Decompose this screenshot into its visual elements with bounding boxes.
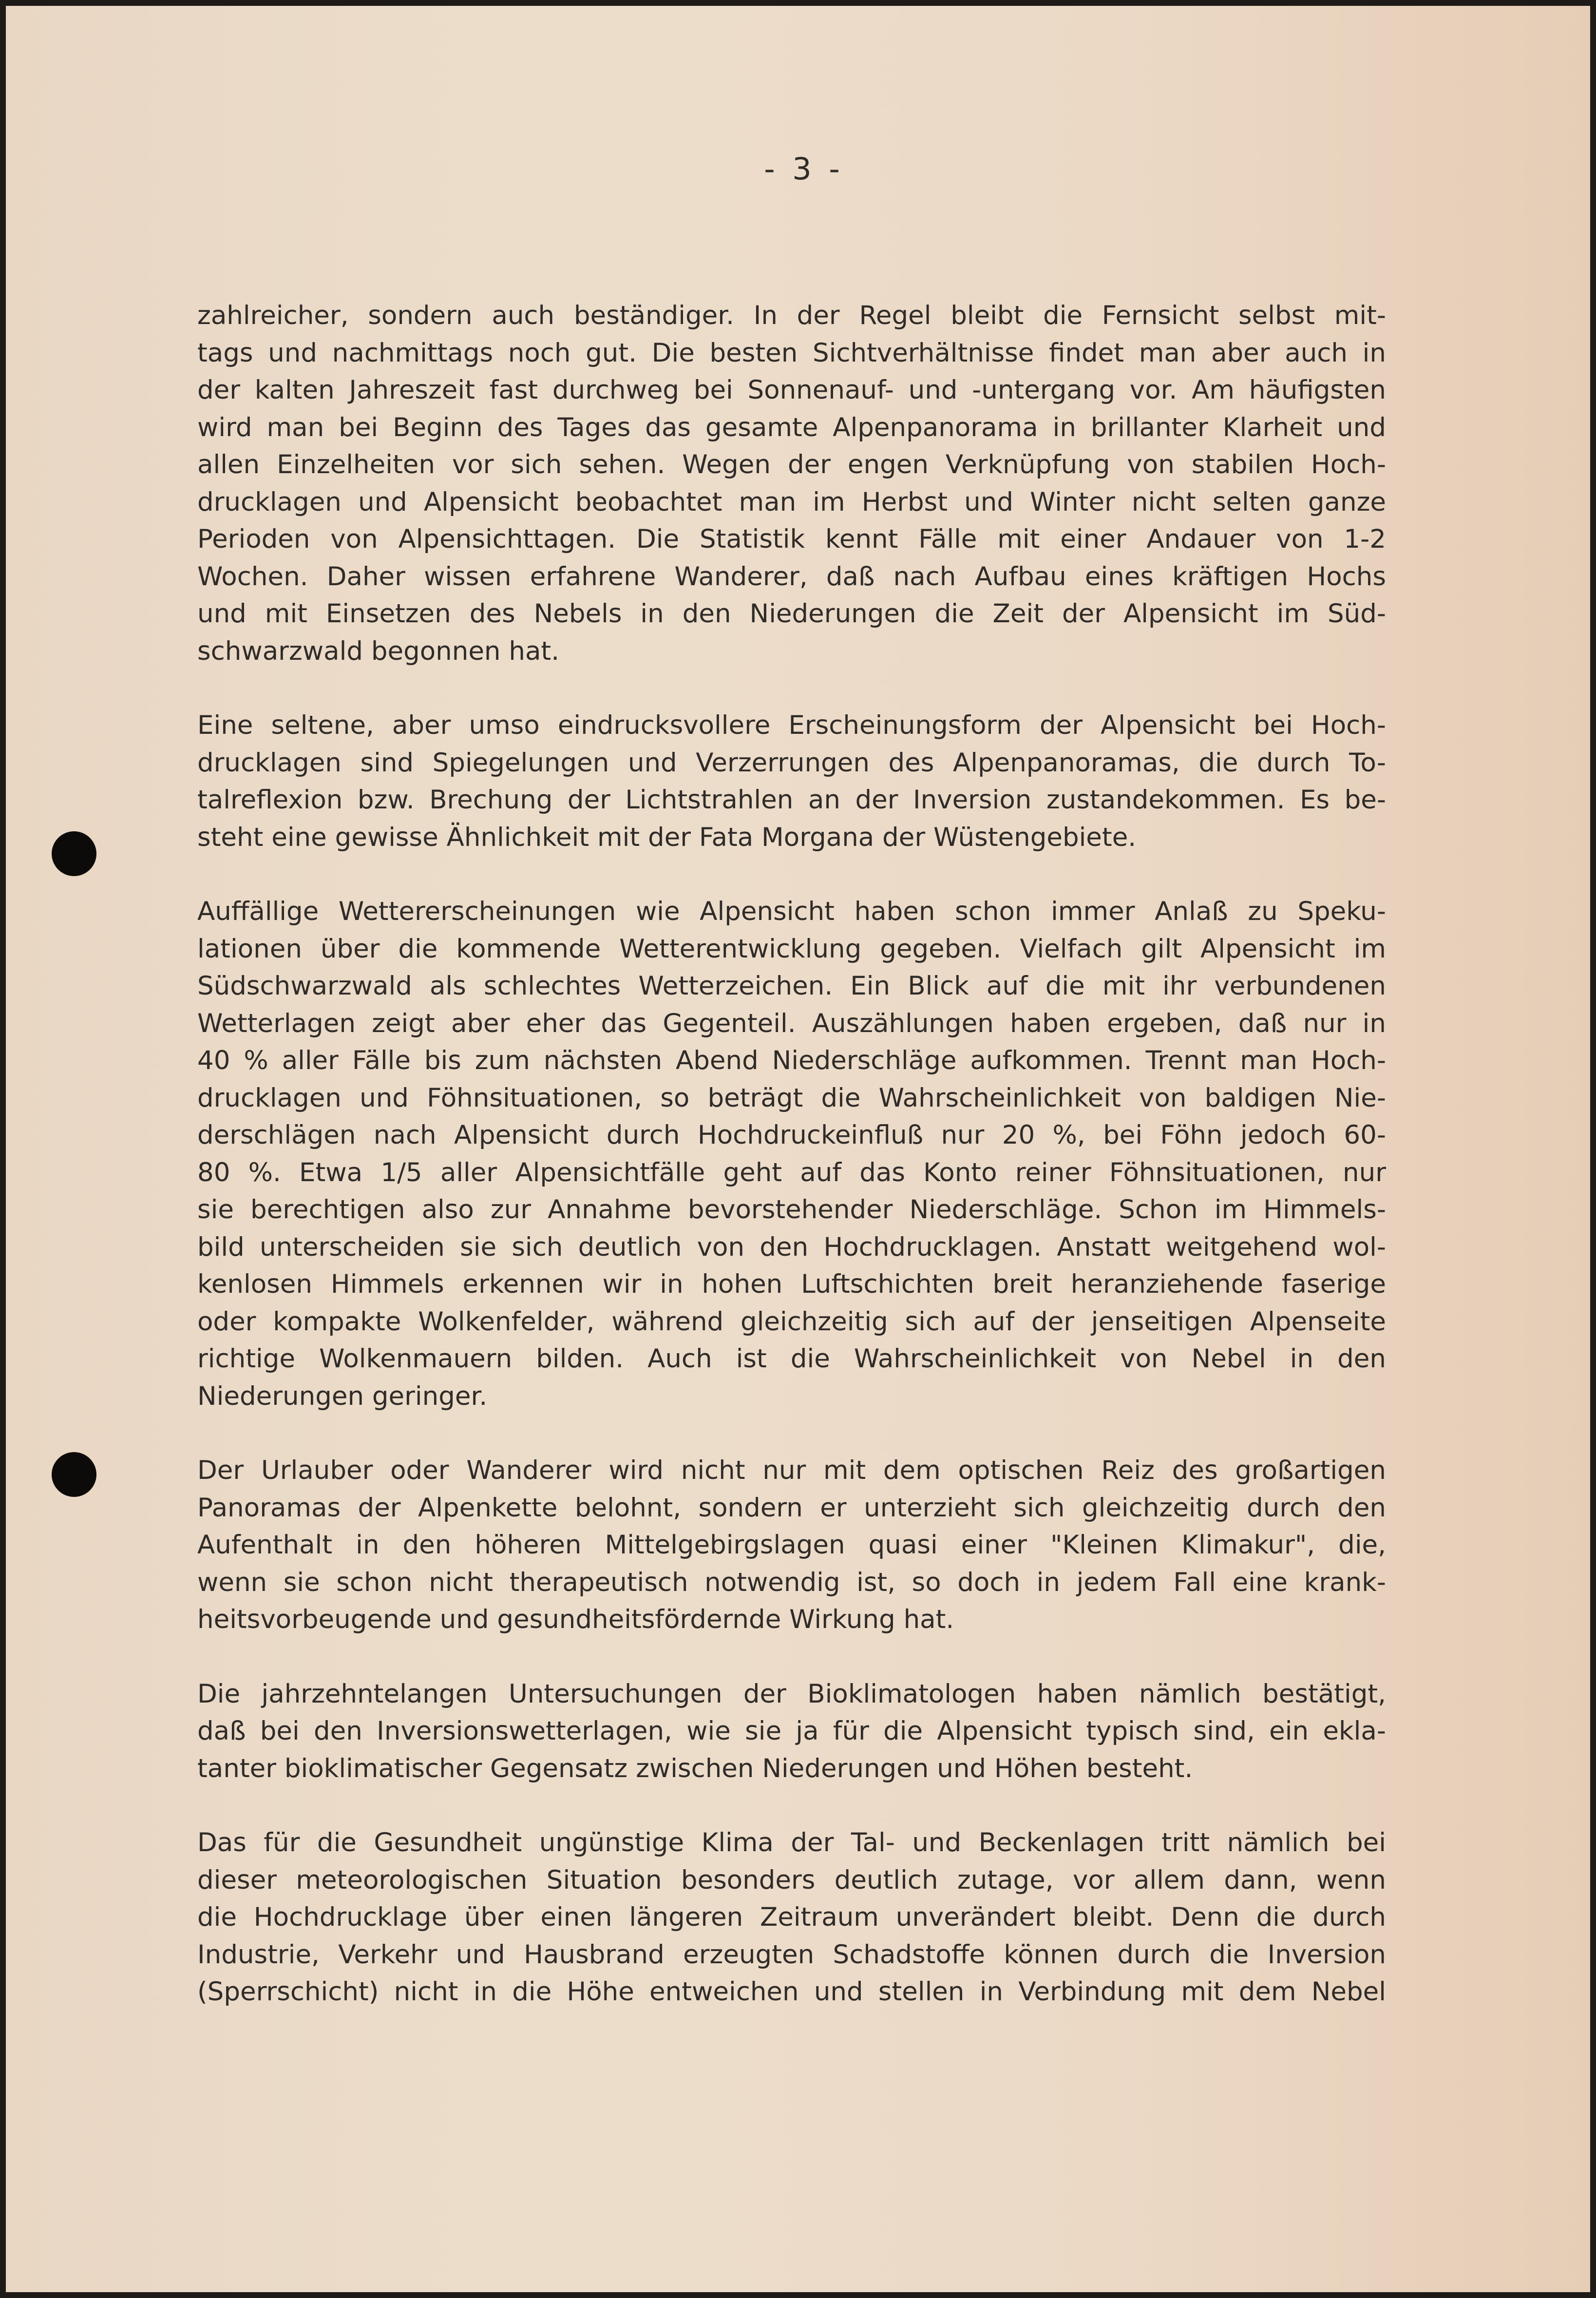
text-line: derschlägen nach Alpensicht durch Hochdruckeinfluß nur 20 %, bei Föhn jedoch 60-: [197, 1120, 1386, 1150]
paragraph: [197, 297, 1386, 670]
text-line: oder kompakte Wolkenfelder, während gleichzeitig sich auf der jenseitigen Alpenseite: [197, 1306, 1386, 1337]
text-line: Auffällige Wettererscheinungen wie Alpensicht haben schon immer Anlaß zu Speku-: [197, 897, 1386, 926]
text-line: Wochen. Daher wissen erfahrene Wanderer, daß nach Aufbau eines kräftigen Hochs: [197, 561, 1386, 592]
text-line: heitsvorbeugende und gesundheitsfördernde Wirkung hat.: [197, 1605, 954, 1634]
text-line: der kalten Jahreszeit fast durchweg bei Sonnenauf- und -untergang vor. Am häufigsten: [197, 375, 1386, 405]
text-line: tanter bioklimatischer Gegensatz zwischen Niederungen und Höhen besteht.: [197, 1753, 1193, 1783]
text-line: Der Urlauber oder Wanderer wird nicht nur mit dem optischen Reiz des großartigen: [197, 1455, 1386, 1485]
text-line: Die jahrzehntelangen Untersuchungen der Bioklimatologen haben nämlich bestätigt,: [197, 1679, 1386, 1709]
text-line: Perioden von Alpensichttagen. Die Statistik kennt Fälle mit einer Andauer von 1-2: [197, 524, 1386, 554]
text-line: steht eine gewisse Ähnlichkeit mit der Fata Morgana der Wüstengebiete.: [197, 822, 1137, 852]
text-line: tags und nachmittags noch gut. Die besten Sichtverhältnisse findet man aber auch in: [197, 338, 1386, 368]
text-line: Panoramas der Alpenkette belohnt, sondern er unterzieht sich gleichzeitig durch den: [197, 1493, 1386, 1523]
text-line: Niederungen geringer.: [197, 1381, 488, 1411]
text-line: dieser meteorologischen Situation besonders deutlich zutage, vor allem dann, wenn: [197, 1865, 1386, 1895]
text-line: bild unterscheiden sie sich deutlich von den Hochdrucklagen. Anstatt weitgehend wol-: [197, 1232, 1386, 1262]
text-line: Eine seltene, aber umso eindrucksvollere Erscheinungsform der Alpensicht bei Hoch-: [197, 710, 1386, 740]
text-line: lationen über die kommende Wetterentwicklung gegeben. Vielfach gilt Alpensicht im: [197, 934, 1386, 964]
punch-hole-top: [52, 831, 96, 876]
page-number: - 3 -: [764, 151, 844, 187]
body-text: [197, 297, 1386, 2048]
text-line: und mit Einsetzen des Nebels in den Niederungen die Zeit der Alpensicht im Süd-: [197, 599, 1386, 629]
text-line: sie berechtigen also zur Annahme bevorstehender Niederschläge. Schon im Himmels-: [197, 1195, 1386, 1225]
punch-hole-bottom: [52, 1452, 96, 1497]
text-line: 40 % aller Fälle bis zum nächsten Abend Niederschläge aufkommen. Trennt man Hoch-: [197, 1046, 1386, 1075]
paragraph: [197, 1452, 1386, 1639]
text-line: wird man bei Beginn des Tages das gesamte Alpenpanorama in brillanter Klarheit und: [197, 412, 1386, 442]
text-line: schwarzwald begonnen hat.: [197, 636, 560, 666]
text-line: Das für die Gesundheit ungünstige Klima der Tal- und Beckenlagen tritt nämlich bei: [197, 1828, 1386, 1858]
paragraph: [197, 707, 1386, 856]
text-line: daß bei den Inversionswetterlagen, wie sie ja für die Alpensicht typisch sind, ein ekla-: [197, 1716, 1386, 1746]
paragraph: [197, 893, 1386, 1415]
text-line: Südschwarzwald als schlechtes Wetterzeichen. Ein Blick auf die mit ihr verbundenen: [197, 971, 1386, 1001]
text-line: allen Einzelheiten vor sich sehen. Wegen der engen Verknüpfung von stabilen Hoch-: [197, 450, 1386, 479]
text-line: talreflexion bzw. Brechung der Lichtstrahlen an der Inversion zustandekommen. Es be-: [197, 785, 1386, 815]
paragraph: [197, 1824, 1386, 2011]
text-line: (Sperrschicht) nicht in die Höhe entweichen und stellen in Verbindung mit dem Nebel: [197, 1977, 1386, 2007]
text-line: die Hochdrucklage über einen längeren Zeitraum unverändert bleibt. Denn die durch: [197, 1902, 1386, 1932]
text-line: zahlreicher, sondern auch beständiger. In der Regel bleibt die Fernsicht selbst mit-: [197, 301, 1386, 330]
text-line: richtige Wolkenmauern bilden. Auch ist die Wahrscheinlichkeit von Nebel in den: [197, 1344, 1386, 1374]
text-line: Industrie, Verkehr und Hausbrand erzeugten Schadstoffe können durch die Inversion: [197, 1939, 1386, 1970]
text-line: drucklagen und Föhnsituationen, so beträgt die Wahrscheinlichkeit von baldigen Nie-: [197, 1083, 1386, 1113]
paragraph: [197, 1676, 1386, 1788]
text-line: kenlosen Himmels erkennen wir in hohen Luftschichten breit heranziehende faserige: [197, 1269, 1386, 1299]
text-line: Aufenthalt in den höheren Mittelgebirgslagen quasi einer "Kleinen Klimakur", die,: [197, 1530, 1386, 1560]
text-line: 80 %. Etwa 1/5 aller Alpensichtfälle geht auf das Konto reiner Föhnsituationen, nur: [197, 1157, 1386, 1187]
text-line: wenn sie schon nicht therapeutisch notwendig ist, so doch in jedem Fall eine krank-: [197, 1567, 1386, 1597]
text-line: Wetterlagen zeigt aber eher das Gegenteil. Auszählungen haben ergeben, daß nur in: [197, 1008, 1386, 1038]
text-line: drucklagen und Alpensicht beobachtet man im Herbst und Winter nicht selten ganze: [197, 487, 1386, 517]
text-line: drucklagen sind Spiegelungen und Verzerrungen des Alpenpanoramas, die durch To-: [197, 747, 1386, 778]
